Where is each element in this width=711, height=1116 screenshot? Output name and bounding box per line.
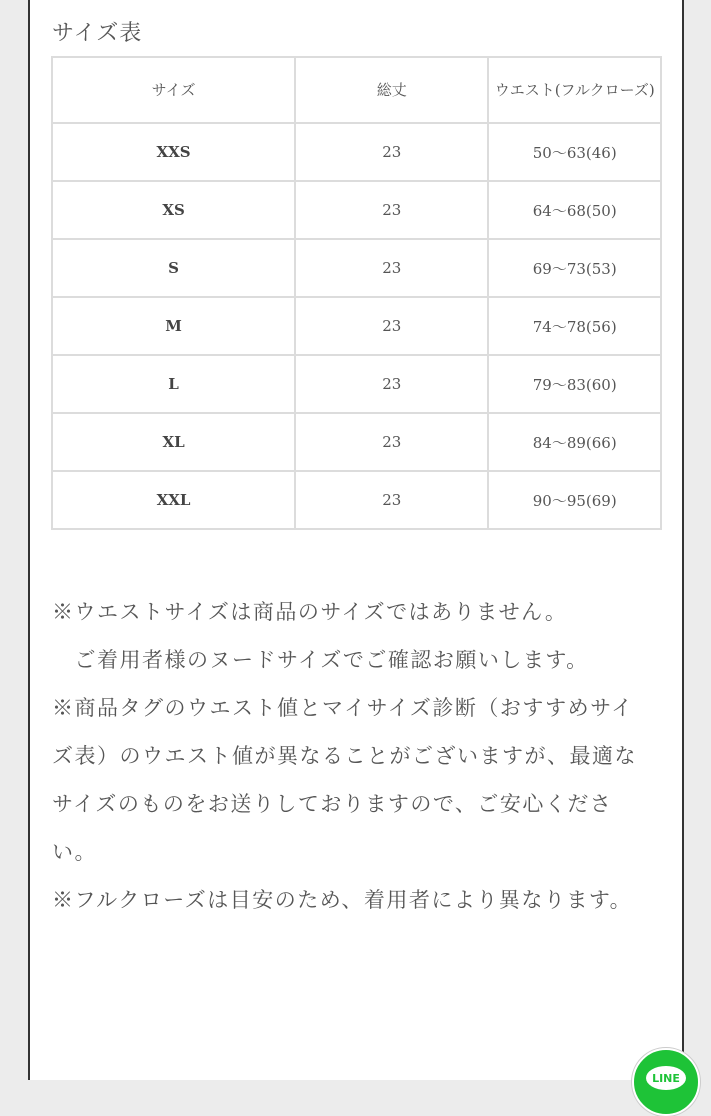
table-row bbox=[52, 239, 661, 297]
table-row bbox=[52, 471, 661, 529]
size-cell: L bbox=[52, 355, 295, 413]
size-notes bbox=[52, 588, 642, 924]
line-chat-button[interactable] bbox=[632, 1048, 700, 1116]
size-table bbox=[51, 56, 662, 530]
length-cell: 23 bbox=[295, 413, 488, 471]
length-cell: 23 bbox=[295, 181, 488, 239]
length-cell: 23 bbox=[295, 123, 488, 181]
size-cell: XS bbox=[52, 181, 295, 239]
length-cell: 23 bbox=[295, 355, 488, 413]
note-full-close: ※フルクローズは目安のため、着用者により異なります。 bbox=[52, 888, 633, 912]
waist-cell: 64〜68(50) bbox=[488, 181, 661, 239]
size-cell: XXL bbox=[52, 471, 295, 529]
size-cell: XL bbox=[52, 413, 295, 471]
size-cell: M bbox=[52, 297, 295, 355]
table-row bbox=[52, 181, 661, 239]
table-row bbox=[52, 355, 661, 413]
header-waist: ウエスト(フルクローズ) bbox=[488, 57, 661, 123]
note-nude-size: ご着用者様のヌードサイズでご確認お願いします。 bbox=[52, 648, 589, 672]
waist-cell: 69〜73(53) bbox=[488, 239, 661, 297]
header-length: 総丈 bbox=[295, 57, 488, 123]
waist-cell: 50〜63(46) bbox=[488, 123, 661, 181]
content-panel bbox=[28, 0, 684, 1080]
page-title: サイズ表 bbox=[52, 21, 143, 46]
waist-cell: 90〜95(69) bbox=[488, 471, 661, 529]
waist-cell: 79〜83(60) bbox=[488, 355, 661, 413]
line-label: LINE bbox=[652, 1072, 680, 1085]
waist-cell: 84〜89(66) bbox=[488, 413, 661, 471]
table-row bbox=[52, 123, 661, 181]
length-cell: 23 bbox=[295, 239, 488, 297]
size-cell: XXS bbox=[52, 123, 295, 181]
header-size: サイズ bbox=[52, 57, 295, 123]
note-waist: ※ウエストサイズは商品のサイズではありません。 bbox=[52, 600, 568, 624]
waist-cell: 74〜78(56) bbox=[488, 297, 661, 355]
table-row bbox=[52, 413, 661, 471]
table-row bbox=[52, 297, 661, 355]
size-cell: S bbox=[52, 239, 295, 297]
note-tag-difference: ※商品タグのウエスト値とマイサイズ診断（おすすめサイズ表）のウエスト値が異なることがございますが、最適なサイズのものをお送りしておりますので、ご安心ください。 bbox=[52, 696, 637, 864]
table-header-row bbox=[52, 57, 661, 123]
length-cell: 23 bbox=[295, 471, 488, 529]
length-cell: 23 bbox=[295, 297, 488, 355]
